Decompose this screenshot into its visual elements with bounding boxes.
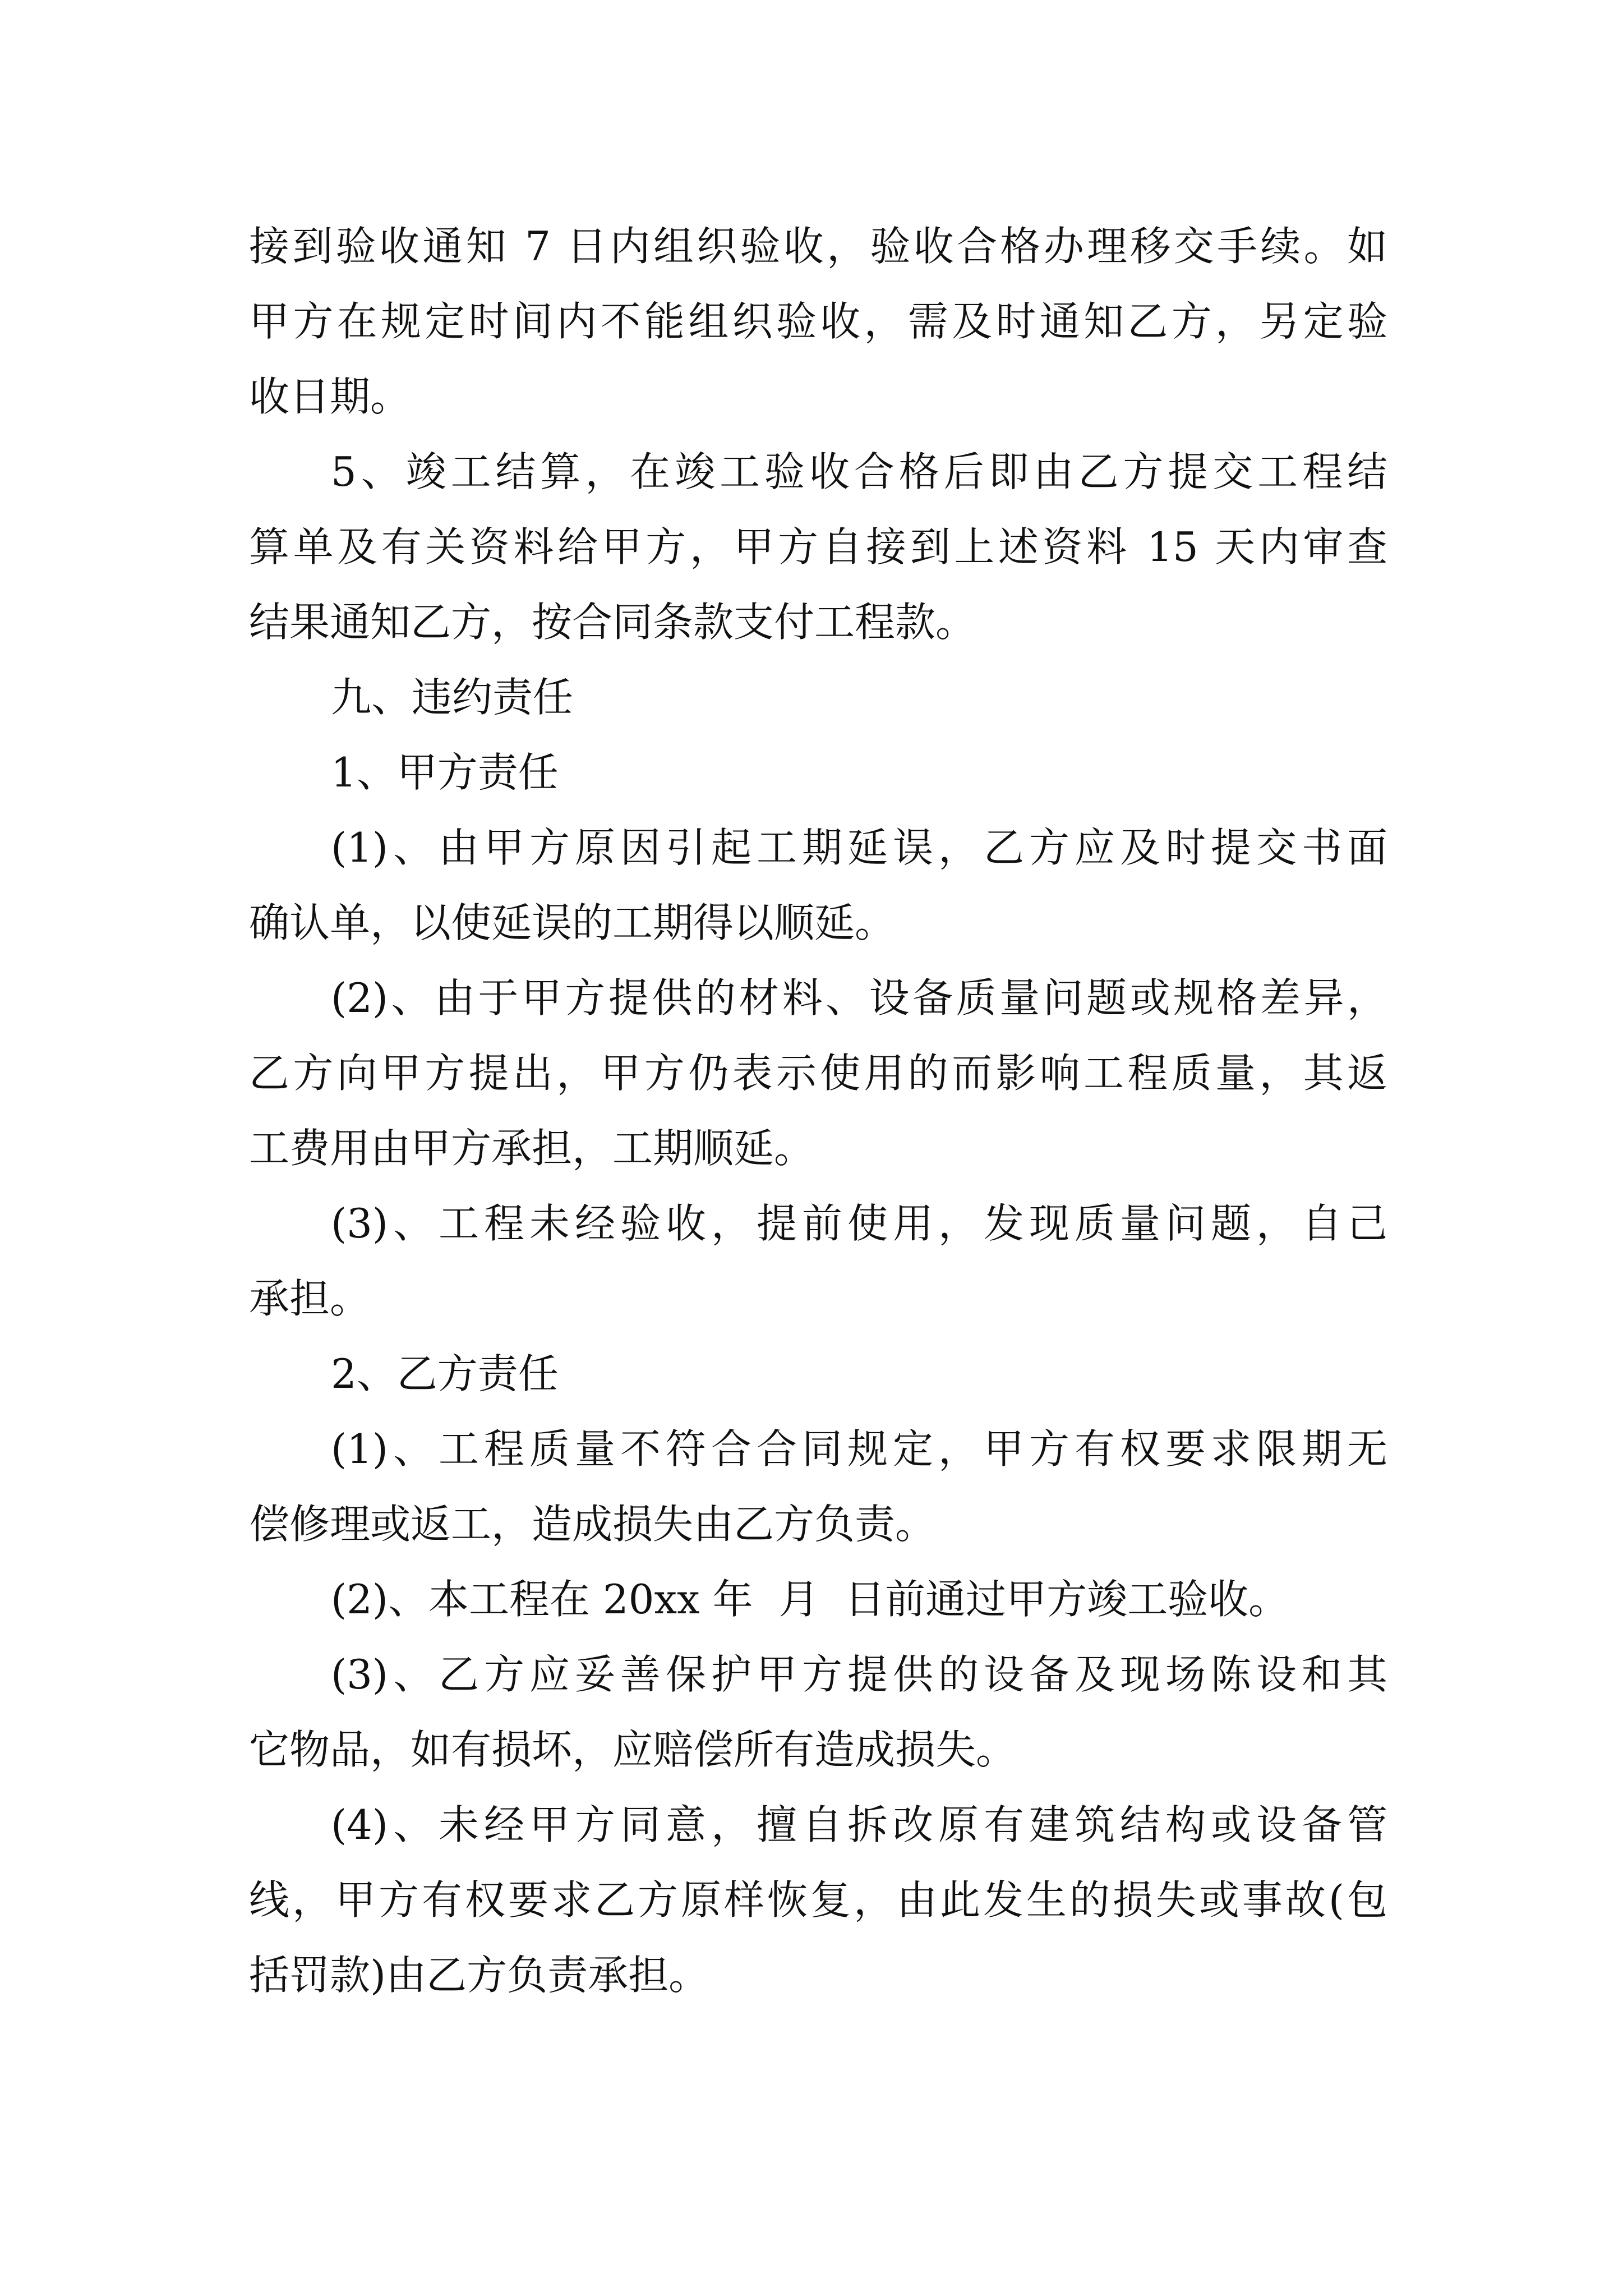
text-line: 乙方向甲方提出，甲方仍表示使用的而影响工程质量，其返 [249,1050,1387,1097]
text-line: (3)、工程未经验收，提前使用，发现质量问题，自己 [331,1200,1387,1247]
text-line: 甲方在规定时间内不能组织验收，需及时通知乙方，另定验 [249,298,1387,345]
document-body [249,209,1387,2013]
text-line: 括罚款)由乙方负责承担。 [249,1952,709,1999]
section-heading: 九、违约责任 [331,674,574,721]
text-line: 它物品，如有损坏，应赔偿所有造成损失。 [249,1726,1017,1773]
subsection-heading: 1、甲方责任 [331,749,559,796]
text-line: 收日期。 [249,373,411,420]
text-line: 5、竣工结算，在竣工验收合格后即由乙方提交工程结 [331,448,1387,495]
text-line: (3)、乙方应妥善保护甲方提供的设备及现场陈设和其 [331,1651,1387,1698]
text-line: 确认单，以使延误的工期得以顺延。 [249,899,896,946]
text-line: (1)、由甲方原因引起工期延误，乙方应及时提交书面 [331,824,1387,871]
text-line: 线，甲方有权要求乙方原样恢复，由此发生的损失或事故(包 [249,1876,1387,1924]
text-line: (4)、未经甲方同意，擅自拆改原有建筑结构或设备管 [331,1801,1387,1848]
text-line: 算单及有关资料给甲方，甲方自接到上述资料 15 天内审查 [249,523,1387,570]
text-line: (2)、由于甲方提供的材料、设备质量问题或规格差异， [331,974,1387,1022]
text-line: 接到验收通知 7 日内组织验收，验收合格办理移交手续。如 [249,223,1387,270]
text-line: 结果通知乙方，按合同条款支付工程款。 [249,599,976,646]
text-line: 偿修理或返工，造成损失由乙方负责。 [249,1501,936,1548]
text-line: 工费用由甲方承担，工期顺延。 [249,1125,815,1172]
subsection-heading: 2、乙方责任 [331,1350,559,1397]
text-line: 承担。 [249,1275,371,1322]
text-line: (2)、本工程在 20xx 年 月 日前通过甲方竣工验收。 [331,1576,1289,1623]
text-line: (1)、工程质量不符合合同规定，甲方有权要求限期无 [331,1425,1387,1473]
